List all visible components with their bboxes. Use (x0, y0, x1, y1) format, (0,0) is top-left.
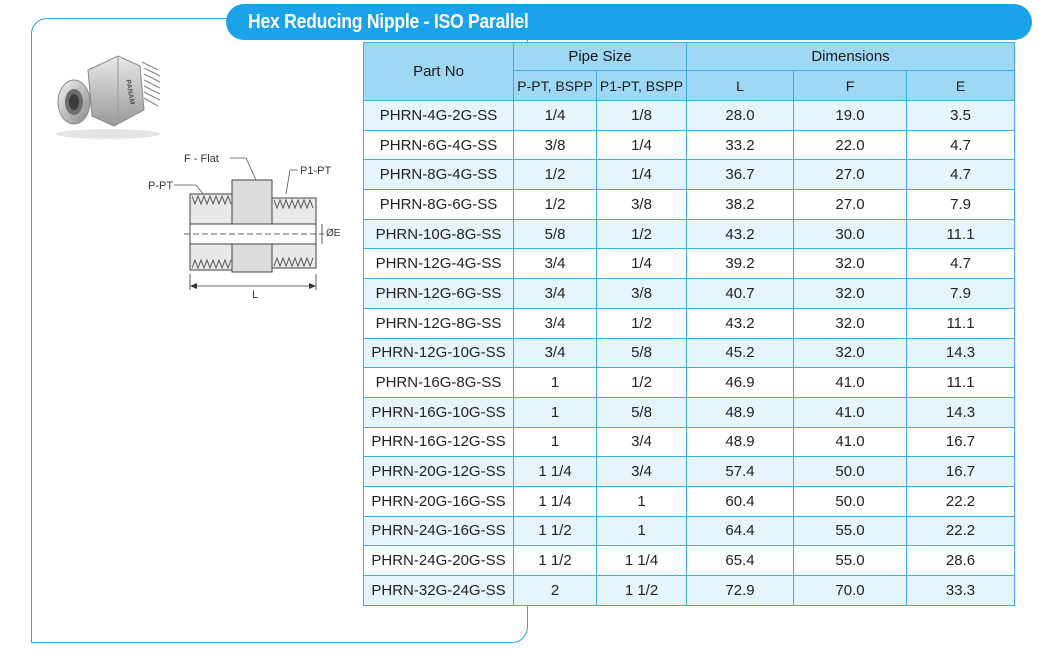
table-row (364, 249, 1015, 279)
cell-p1-pt: 1/4 (597, 160, 687, 190)
cell-p1-pt: 3/4 (597, 427, 687, 457)
cell-e: 22.2 (907, 486, 1015, 516)
header-pipe-size: Pipe Size (514, 43, 687, 71)
cell-e: 3.5 (907, 101, 1015, 131)
cell-e: 11.1 (907, 368, 1015, 398)
label-l: L (252, 289, 259, 301)
cell-p1-pt: 1 1/2 (597, 576, 687, 606)
cell-l: 33.2 (687, 130, 794, 160)
cell-p1-pt: 1 1/4 (597, 546, 687, 576)
table-row (364, 576, 1015, 606)
cell-part-no: PHRN-8G-4G-SS (364, 160, 514, 190)
cell-e: 7.9 (907, 190, 1015, 220)
cell-l: 43.2 (687, 219, 794, 249)
cell-f: 41.0 (794, 427, 907, 457)
header-e: E (907, 71, 1015, 101)
cell-part-no: PHRN-12G-10G-SS (364, 338, 514, 368)
cell-p-pt: 3/4 (514, 249, 597, 279)
cell-part-no: PHRN-12G-4G-SS (364, 249, 514, 279)
cell-l: 60.4 (687, 486, 794, 516)
cell-e: 7.9 (907, 279, 1015, 309)
cell-p-pt: 2 (514, 576, 597, 606)
cell-p1-pt: 5/8 (597, 397, 687, 427)
table-row (364, 427, 1015, 457)
dimension-diagram (140, 142, 355, 302)
header-p-pt: P-PT, BSPP (514, 71, 597, 101)
table-row (364, 160, 1015, 190)
cell-l: 46.9 (687, 368, 794, 398)
label-p-pt: P-PT (148, 180, 174, 192)
cell-f: 32.0 (794, 338, 907, 368)
cell-p-pt: 1/2 (514, 160, 597, 190)
table-row (364, 308, 1015, 338)
label-p1-pt: P1-PT (300, 165, 332, 177)
table-row (364, 486, 1015, 516)
cell-p-pt: 3/4 (514, 338, 597, 368)
cell-l: 48.9 (687, 397, 794, 427)
cell-part-no: PHRN-4G-2G-SS (364, 101, 514, 131)
table-row (364, 338, 1015, 368)
table-row (364, 397, 1015, 427)
cell-part-no: PHRN-8G-6G-SS (364, 190, 514, 220)
cell-p1-pt: 1/2 (597, 219, 687, 249)
cell-e: 16.7 (907, 457, 1015, 487)
cell-l: 64.4 (687, 516, 794, 546)
cell-e: 16.7 (907, 427, 1015, 457)
cell-p-pt: 3/4 (514, 308, 597, 338)
cell-part-no: PHRN-6G-4G-SS (364, 130, 514, 160)
cell-part-no: PHRN-32G-24G-SS (364, 576, 514, 606)
cell-p1-pt: 1/4 (597, 130, 687, 160)
cell-p1-pt: 3/8 (597, 279, 687, 309)
cell-p1-pt: 5/8 (597, 338, 687, 368)
cell-e: 4.7 (907, 130, 1015, 160)
cell-f: 32.0 (794, 308, 907, 338)
cell-part-no: PHRN-24G-16G-SS (364, 516, 514, 546)
cell-p1-pt: 3/8 (597, 190, 687, 220)
page-title: Hex Reducing Nipple - ISO Parallel (248, 11, 529, 33)
cell-f: 27.0 (794, 160, 907, 190)
cell-f: 50.0 (794, 457, 907, 487)
cell-l: 45.2 (687, 338, 794, 368)
cell-f: 19.0 (794, 101, 907, 131)
table-row (364, 130, 1015, 160)
cell-f: 55.0 (794, 546, 907, 576)
cell-f: 41.0 (794, 397, 907, 427)
cell-l: 65.4 (687, 546, 794, 576)
cell-l: 28.0 (687, 101, 794, 131)
cell-l: 57.4 (687, 457, 794, 487)
photo-marking: PANAM (124, 79, 136, 106)
cell-part-no: PHRN-16G-8G-SS (364, 368, 514, 398)
cell-p1-pt: 1 (597, 486, 687, 516)
cell-f: 55.0 (794, 516, 907, 546)
product-photo (48, 40, 168, 140)
cell-p-pt: 1/2 (514, 190, 597, 220)
cell-l: 39.2 (687, 249, 794, 279)
cell-l: 36.7 (687, 160, 794, 190)
cell-l: 43.2 (687, 308, 794, 338)
cell-l: 72.9 (687, 576, 794, 606)
cell-part-no: PHRN-24G-20G-SS (364, 546, 514, 576)
table-row (364, 219, 1015, 249)
cell-p1-pt: 1 (597, 516, 687, 546)
cell-l: 48.9 (687, 427, 794, 457)
cell-p-pt: 1 (514, 397, 597, 427)
cell-part-no: PHRN-12G-6G-SS (364, 279, 514, 309)
cell-l: 40.7 (687, 279, 794, 309)
cell-p1-pt: 1/4 (597, 249, 687, 279)
cell-l: 38.2 (687, 190, 794, 220)
header-f: F (794, 71, 907, 101)
header-l: L (687, 71, 794, 101)
table-row (364, 190, 1015, 220)
cell-p-pt: 1 (514, 427, 597, 457)
cell-e: 4.7 (907, 160, 1015, 190)
cell-f: 32.0 (794, 279, 907, 309)
cell-e: 11.1 (907, 308, 1015, 338)
cell-part-no: PHRN-20G-16G-SS (364, 486, 514, 516)
cell-part-no: PHRN-10G-8G-SS (364, 219, 514, 249)
header-p1-pt: P1-PT, BSPP (597, 71, 687, 101)
cell-e: 22.2 (907, 516, 1015, 546)
cell-e: 11.1 (907, 219, 1015, 249)
cell-p1-pt: 1/2 (597, 368, 687, 398)
cell-e: 4.7 (907, 249, 1015, 279)
table-row (364, 516, 1015, 546)
spec-table (363, 42, 1015, 606)
cell-f: 30.0 (794, 219, 907, 249)
cell-e: 14.3 (907, 338, 1015, 368)
table-row (364, 279, 1015, 309)
cell-f: 22.0 (794, 130, 907, 160)
cell-f: 50.0 (794, 486, 907, 516)
table-row (364, 368, 1015, 398)
cell-p-pt: 5/8 (514, 219, 597, 249)
cell-part-no: PHRN-20G-12G-SS (364, 457, 514, 487)
table-row (364, 101, 1015, 131)
cell-f: 32.0 (794, 249, 907, 279)
cell-p-pt: 1 (514, 368, 597, 398)
cell-p-pt: 1/4 (514, 101, 597, 131)
cell-p1-pt: 3/4 (597, 457, 687, 487)
cell-f: 27.0 (794, 190, 907, 220)
cell-e: 14.3 (907, 397, 1015, 427)
label-e: ØE (326, 228, 341, 239)
cell-p-pt: 1 1/2 (514, 516, 597, 546)
cell-p-pt: 1 1/4 (514, 457, 597, 487)
cell-part-no: PHRN-16G-10G-SS (364, 397, 514, 427)
cell-p-pt: 3/4 (514, 279, 597, 309)
table-row (364, 457, 1015, 487)
header-part-no: Part No (364, 43, 514, 101)
cell-p-pt: 1 1/2 (514, 546, 597, 576)
header-dimensions: Dimensions (687, 43, 1015, 71)
cell-p-pt: 3/8 (514, 130, 597, 160)
cell-part-no: PHRN-12G-8G-SS (364, 308, 514, 338)
cell-e: 28.6 (907, 546, 1015, 576)
cell-p1-pt: 1/2 (597, 308, 687, 338)
table-row (364, 546, 1015, 576)
cell-p1-pt: 1/8 (597, 101, 687, 131)
cell-e: 33.3 (907, 576, 1015, 606)
cell-part-no: PHRN-16G-12G-SS (364, 427, 514, 457)
cell-p-pt: 1 1/4 (514, 486, 597, 516)
label-f-flat: F - Flat (184, 153, 219, 165)
cell-f: 41.0 (794, 368, 907, 398)
cell-f: 70.0 (794, 576, 907, 606)
